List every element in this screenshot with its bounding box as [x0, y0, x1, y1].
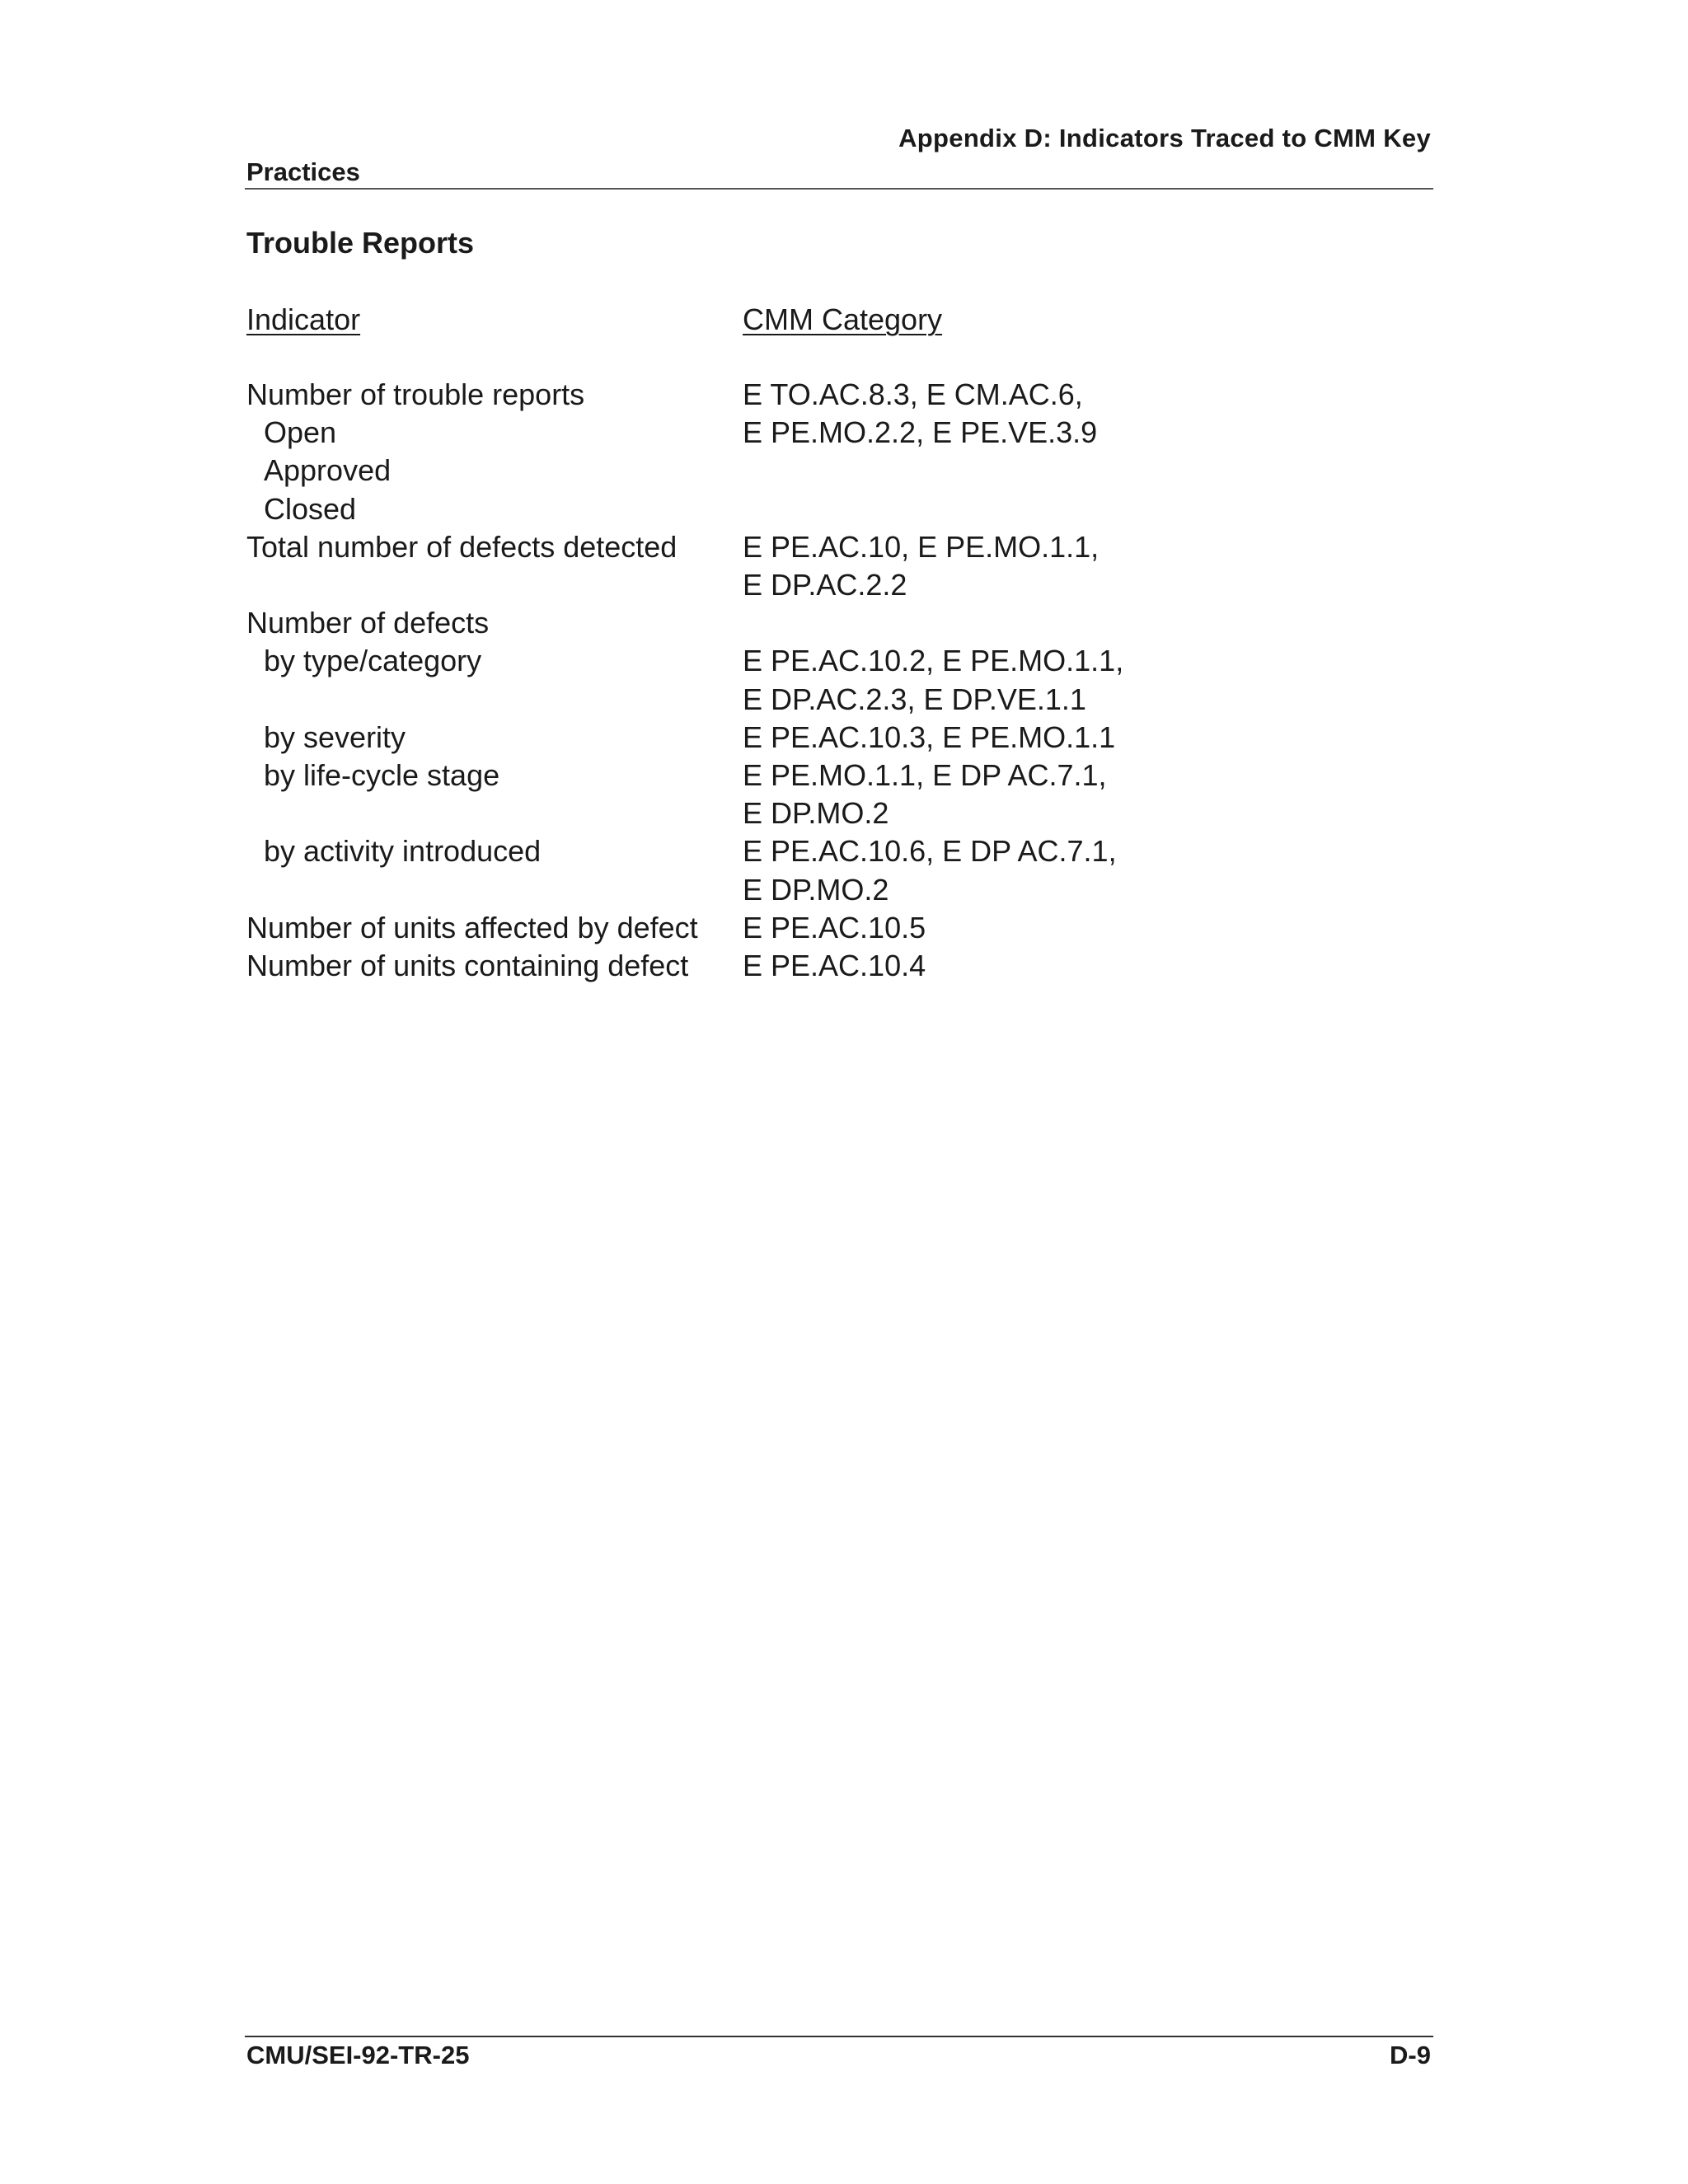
indicator-trace-table: [246, 376, 1153, 985]
cmm-category-cell: [743, 832, 1155, 908]
indicator-text: by activity introduced: [264, 834, 542, 869]
table-row: [246, 909, 1153, 947]
cmm-category-text: E PE.AC.10.3, E PE.MO.1.1: [743, 719, 1116, 754]
indicator-text: Number of defects: [246, 606, 490, 640]
running-header-title: Appendix D: Indicators Traced to CMM Key: [898, 124, 1431, 152]
table-row: [246, 642, 1153, 718]
cmm-category-cell: [743, 528, 1155, 604]
table-row: [246, 757, 1153, 832]
cmm-category-text: E TO.AC.8.3, E CM.AC.6,: [743, 377, 1083, 411]
footer-document-id: CMU/SEI-92-TR-25: [246, 2041, 470, 2069]
indicator-cell: [246, 719, 741, 757]
column-header-cmm-category: CMM Category: [743, 302, 943, 336]
indicator-text: Number of units containing defect: [246, 948, 689, 982]
indicator-text: Total number of defects detected: [246, 529, 678, 564]
cmm-category-text: E PE.MO.1.1, E DP AC.7.1,: [743, 757, 1107, 792]
cmm-category-text: E DP.AC.2.2: [743, 567, 907, 602]
indicator-cell: [246, 832, 741, 870]
indicator-cell: [246, 642, 741, 680]
cmm-category-text: E PE.MO.2.2, E PE.VE.3.9: [743, 415, 1098, 450]
indicator-text: by life-cycle stage: [264, 757, 500, 792]
cmm-category-text: E DP.MO.2: [743, 872, 889, 907]
indicator-cell: [246, 604, 741, 642]
cmm-category-text: E PE.AC.10.4: [743, 948, 926, 982]
indicator-text: by severity: [264, 719, 406, 754]
column-header-indicator: Indicator: [246, 302, 361, 336]
indicator-text: Open: [264, 415, 337, 450]
indicator-text: Approved: [264, 453, 392, 488]
cmm-category-text: E DP.MO.2: [743, 796, 889, 831]
header-divider: [245, 188, 1433, 190]
indicator-cell: [246, 757, 741, 794]
cmm-category-cell: [743, 642, 1155, 718]
cmm-category-text: E DP.AC.2.3, E DP.VE.1.1: [743, 682, 1086, 716]
cmm-category-text: E PE.AC.10.2, E PE.MO.1.1,: [743, 644, 1124, 678]
footer-divider: [245, 2036, 1433, 2037]
indicator-cell: [246, 909, 741, 947]
table-row: [246, 376, 1153, 528]
cmm-category-text: E PE.AC.10.5: [743, 910, 926, 944]
indicator-cell: [246, 528, 741, 566]
indicator-text: Closed: [264, 491, 357, 526]
indicator-text: Number of units affected by defect: [246, 910, 698, 944]
table-row: [246, 832, 1153, 908]
indicator-text: by type/category: [264, 644, 482, 678]
cmm-category-cell: [743, 376, 1155, 452]
table-row: [246, 604, 1153, 642]
indicator-cell: [246, 947, 741, 985]
cmm-category-text: E PE.AC.10.6, E DP AC.7.1,: [743, 834, 1117, 869]
indicator-cell: [246, 376, 741, 528]
cmm-category-cell: [743, 947, 1155, 985]
cmm-category-cell: [743, 909, 1155, 947]
table-row: [246, 719, 1153, 757]
indicator-text: Number of trouble reports: [246, 377, 585, 411]
cmm-category-cell: [743, 757, 1155, 832]
cmm-category-text: E PE.AC.10, E PE.MO.1.1,: [743, 529, 1100, 564]
table-row: [246, 528, 1153, 604]
cmm-category-cell: [743, 719, 1155, 757]
running-header-continuation: Practices: [246, 157, 360, 186]
footer-page-number: D-9: [1390, 2041, 1431, 2069]
section-title: Trouble Reports: [246, 226, 475, 260]
table-row: [246, 947, 1153, 985]
